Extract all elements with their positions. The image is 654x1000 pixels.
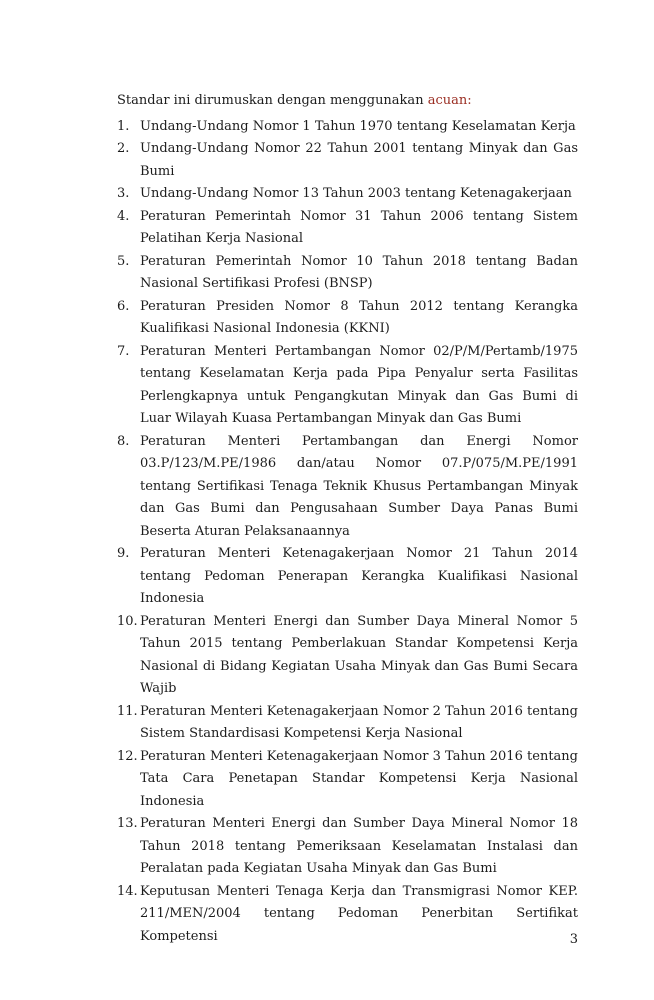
list-item-text: Peraturan Presiden Nomor 8 Tahun 2012 tentang Kerangka Kualifikasi Nasional Indonesia (KKNI) bbox=[140, 298, 578, 336]
list-item bbox=[117, 431, 578, 544]
list-item-number: 1. bbox=[117, 118, 130, 134]
list-item-number: 11. bbox=[117, 703, 138, 719]
list-item-number: 13. bbox=[117, 816, 138, 831]
list-item-text: Undang-Undang Nomor 1 Tahun 1970 tentang Keselamatan Kerja bbox=[140, 118, 576, 134]
list-item-text: Peraturan Menteri Ketenagakerjaan Nomor 3 Tahun 2016 tentang Tata Cara Penetapan Standar Kompetensi Kerja Nasional Indonesia bbox=[140, 748, 578, 809]
list-item-number: 6. bbox=[117, 298, 130, 314]
list-item-text: Peraturan Pemerintah Nomor 10 Tahun 2018 tentang Badan Nasional Sertifikasi Profesi (BNSP) bbox=[140, 253, 578, 291]
intro-text: Standar ini dirumuskan dengan menggunakan bbox=[117, 93, 428, 108]
list-item-text: Undang-Undang Nomor 13 Tahun 2003 tentang Ketenagakerjaan bbox=[140, 186, 572, 201]
list-item bbox=[117, 183, 578, 206]
list-item bbox=[117, 138, 578, 183]
page-content bbox=[117, 90, 578, 948]
reference-list bbox=[117, 116, 578, 949]
list-item-text: Peraturan Pemerintah Nomor 31 Tahun 2006 tentang Sistem Pelatihan Kerja Nasional bbox=[140, 208, 578, 246]
list-item-number: 2. bbox=[117, 141, 130, 156]
list-item-text: Undang-Undang Nomor 22 Tahun 2001 tentang Minyak dan Gas Bumi bbox=[140, 141, 578, 179]
list-item bbox=[117, 341, 578, 431]
list-item-number: 5. bbox=[117, 253, 130, 269]
list-item-text: Keputusan Menteri Tenaga Kerja dan Transmigrasi Nomor KEP. 211/MEN/2004 tentang Pedoman Penerbitan Sertifikat Kompetensi bbox=[140, 883, 578, 944]
list-item-number: 10. bbox=[117, 613, 138, 629]
intro-line bbox=[117, 90, 578, 113]
list-item-text: Peraturan Menteri Pertambangan dan Energi Nomor 03.P/123/M.PE/1986 dan/atau Nomor 07.P/075/M.PE/1991 tentang Sertifikasi Tenaga Teknik Khusus Pertambangan Minyak dan Gas Bumi dan Pengusahaan Sumber Daya Panas Bumi Beserta Aturan Pelaksanaannya bbox=[140, 433, 578, 539]
list-item bbox=[117, 611, 578, 701]
list-item bbox=[117, 543, 578, 611]
list-item bbox=[117, 813, 578, 881]
header-accent: acuan: bbox=[427, 93, 472, 108]
list-item-number: 4. bbox=[117, 208, 130, 224]
list-item bbox=[117, 296, 578, 341]
list-item bbox=[117, 116, 578, 139]
list-item bbox=[117, 881, 578, 949]
list-item-text: Peraturan Menteri Pertambangan Nomor 02/P/M/Pertamb/1975 tentang Keselamatan Kerja pada Pipa Penyalur serta Fasilitas Perlengkapnya untuk Pengangkutan Minyak dan Gas Bumi di Luar Wilayah Kuasa Pertambangan Minyak dan Gas Bumi bbox=[140, 343, 578, 426]
list-item bbox=[117, 746, 578, 814]
list-item-number: 3. bbox=[117, 186, 130, 201]
page-number: 3 bbox=[569, 932, 578, 947]
list-item bbox=[117, 206, 578, 251]
list-item-text: Peraturan Menteri Ketenagakerjaan Nomor 2 Tahun 2016 tentang Sistem Standardisasi Kompetensi Kerja Nasional bbox=[140, 703, 578, 741]
list-item-number: 12. bbox=[117, 748, 138, 764]
list-item-number: 9. bbox=[117, 546, 130, 561]
list-item-number: 14. bbox=[117, 883, 138, 899]
list-item-number: 8. bbox=[117, 433, 130, 449]
list-item-number: 7. bbox=[117, 343, 130, 359]
list-item-text: Peraturan Menteri Energi dan Sumber Daya Mineral Nomor 5 Tahun 2015 tentang Pemberlakuan Standar Kompetensi Kerja Nasional di Bidang Kegiatan Usaha Minyak dan Gas Bumi Secara Wajib bbox=[140, 613, 578, 696]
list-item bbox=[117, 701, 578, 746]
list-item-text: Peraturan Menteri Energi dan Sumber Daya Mineral Nomor 18 Tahun 2018 tentang Pemeriksaan Keselamatan Instalasi dan Peralatan pada Kegiatan Usaha Minyak dan Gas Bumi bbox=[140, 816, 578, 876]
list-item-text: Peraturan Menteri Ketenagakerjaan Nomor 21 Tahun 2014 tentang Pedoman Penerapan Kerangka Kualifikasi Nasional Indonesia bbox=[140, 546, 578, 606]
list-item bbox=[117, 251, 578, 296]
